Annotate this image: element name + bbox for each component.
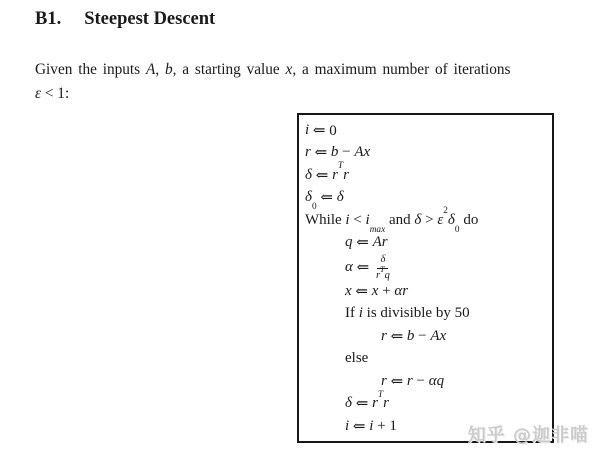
- math-token: <: [349, 211, 366, 228]
- algorithm-line: [305, 119, 550, 142]
- math-token: ⇐ 0: [309, 122, 337, 139]
- math-token: i: [305, 121, 310, 138]
- math-token: ⇐: [352, 259, 373, 276]
- math-token: is divisible by 50: [362, 305, 470, 322]
- math-token: ⇐: [352, 235, 373, 252]
- math-token: αr: [394, 282, 409, 299]
- math-token: , a maximum number of iterations: [292, 61, 511, 78]
- math-token: δ: [414, 211, 422, 228]
- math-token: While: [305, 211, 346, 228]
- section-heading: [35, 9, 215, 30]
- math-token: r: [375, 269, 381, 281]
- math-token: r: [381, 327, 387, 344]
- algorithm-line: [345, 280, 550, 303]
- algorithm-line: [345, 348, 550, 371]
- math-token: −: [412, 372, 429, 389]
- math-token: q: [345, 234, 353, 251]
- math-token: ⇐: [311, 167, 333, 184]
- math-token: x: [371, 282, 379, 299]
- algorithm-line: While i < i max and δ > ε 2 δ 0 do: [305, 206, 479, 235]
- math-token: r: [305, 144, 311, 161]
- math-token: ε: [35, 85, 42, 102]
- math-token: do: [459, 211, 479, 228]
- math-token: r: [406, 372, 413, 389]
- algorithm-line: δ ⇐ r T r: [305, 161, 349, 184]
- math-token: ⇐: [386, 328, 407, 345]
- math-token: i: [345, 211, 350, 228]
- section-title: Steepest Descent: [84, 9, 216, 29]
- algorithm-line: [345, 303, 550, 326]
- math-token: x: [285, 61, 293, 78]
- math-token: αq: [428, 372, 445, 389]
- algorithm-line: [345, 232, 550, 255]
- math-token: and: [385, 211, 415, 228]
- math-token: r: [332, 166, 338, 183]
- math-token: δ: [380, 254, 386, 266]
- math-token: ⇐: [310, 145, 331, 162]
- math-token: A: [145, 61, 156, 78]
- math-token: q: [384, 269, 390, 281]
- algorithm-line: [345, 254, 550, 280]
- math-token: else: [345, 350, 369, 367]
- math-token: If: [345, 305, 359, 322]
- math-token: δ: [336, 189, 344, 206]
- math-token: δ: [345, 395, 352, 412]
- math-token: i: [365, 211, 370, 228]
- algorithm-line: [381, 370, 550, 393]
- math-token: r: [343, 166, 349, 183]
- algorithm-box: [297, 113, 554, 443]
- math-token: + 1: [373, 417, 397, 434]
- math-token: ⇐: [386, 373, 407, 390]
- math-token: r: [372, 395, 378, 412]
- math-token: >: [421, 211, 438, 228]
- math-token: δ: [305, 166, 312, 183]
- math-token: r: [381, 372, 387, 389]
- math-token: −: [338, 144, 355, 161]
- algorithm-line: δ ⇐ r T r: [345, 389, 389, 413]
- math-token: ⇐: [316, 190, 337, 207]
- math-token: ⇐: [351, 396, 373, 413]
- math-token: δ: [305, 189, 312, 206]
- math-token: i: [369, 417, 374, 434]
- math-token: ,: [155, 61, 165, 78]
- math-token: b: [406, 327, 415, 344]
- math-token: ⇐: [351, 283, 372, 300]
- math-token: ⇐: [349, 418, 370, 435]
- watermark: 知乎 @迦非喵: [467, 425, 589, 446]
- intro-line-1: [35, 58, 597, 82]
- algorithm-line: [381, 325, 550, 348]
- math-token: i: [358, 305, 363, 322]
- math-token: δ: [447, 211, 455, 228]
- math-token: Ax: [354, 144, 371, 161]
- fraction-denominator: r T q: [375, 264, 390, 281]
- intro-paragraph: [35, 58, 597, 106]
- math-token: Ar: [372, 234, 388, 251]
- section-number: B1.: [35, 9, 62, 29]
- algorithm-line: δ 0 ⇐ δ: [305, 189, 344, 212]
- math-token: −: [414, 327, 431, 344]
- math-token: b: [164, 61, 173, 78]
- math-token: r: [383, 395, 389, 412]
- fraction: [375, 254, 391, 281]
- math-token: b: [330, 144, 339, 161]
- math-token: , a starting value: [172, 61, 286, 78]
- intro-line-2: [35, 82, 597, 106]
- math-token: x: [345, 282, 352, 299]
- math-token: Ax: [430, 327, 447, 344]
- math-token: i: [345, 417, 350, 434]
- math-token: α: [345, 258, 353, 275]
- math-token: Given the inputs: [35, 61, 146, 78]
- math-token: < 1:: [41, 85, 70, 102]
- math-token: ε: [437, 211, 444, 228]
- math-token: +: [378, 282, 395, 299]
